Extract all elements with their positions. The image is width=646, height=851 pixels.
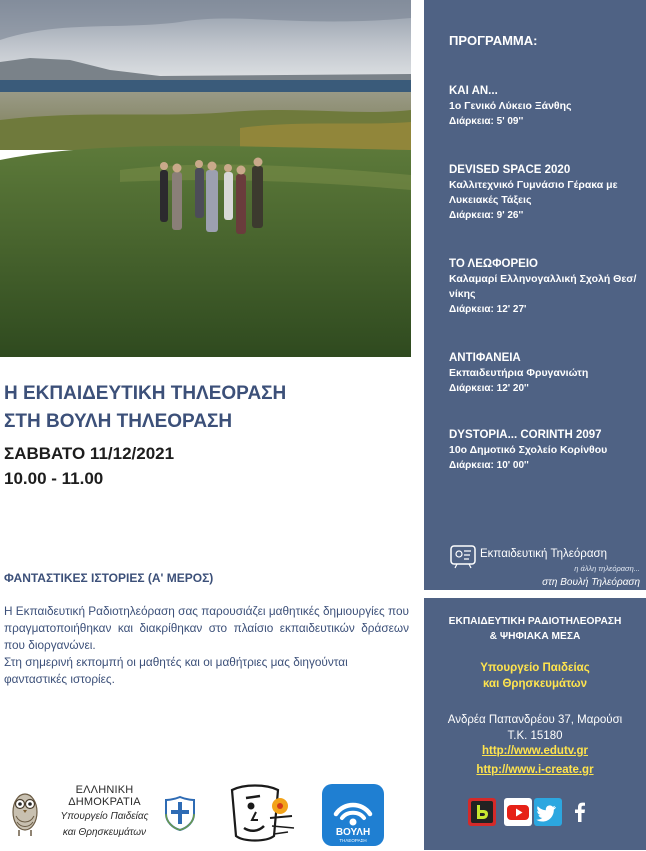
program-item-duration: Διάρκεια: 12' 20'': [449, 383, 529, 394]
program-item-duration: Διάρκεια: 5' 09'': [449, 116, 524, 127]
org-name: [424, 614, 646, 644]
program-item-duration: Διάρκεια: 10' 00'': [449, 460, 529, 471]
main-title: [4, 380, 286, 436]
ministry-line-1: Υπουργείο Παιδείας: [480, 662, 590, 674]
ministry-label-1: Υπουργείο Παιδείας: [60, 811, 149, 822]
icreate-link[interactable]: http://www.i-create.gr: [476, 764, 594, 776]
program-item-school: 10ο Δημοτικό Σχολείο Κορίνθου: [449, 444, 608, 456]
program-item-title: ΑΝΤΙΦΑΝΕΙΑ: [449, 352, 521, 364]
vouli-sub-label: ΤΗΛΕΟΡΑΣΗ: [339, 838, 367, 843]
address: [424, 712, 646, 744]
ministry-name: [424, 660, 646, 692]
contact-panel: [424, 598, 646, 850]
program-item: [449, 163, 644, 223]
program-item-duration: Διάρκεια: 12' 27': [449, 304, 527, 315]
program-item: [449, 257, 644, 317]
greek-republic-text: [42, 784, 167, 840]
edutv-link[interactable]: http://www.edutv.gr: [481, 745, 589, 757]
brand-sub: στη Βουλή Τηλεόραση: [542, 577, 640, 588]
description: [4, 603, 409, 688]
ministry-label-2: και Θρησκευμάτων: [62, 827, 147, 838]
address-line-1: Ανδρέα Παπανδρέου 37, Μαρούσι: [447, 714, 623, 726]
title-line-2: ΣΤΗ ΒΟΥΛΗ ΤΗΛΕΟΡΑΣΗ: [4, 411, 233, 432]
icreate-face-logo-icon: [226, 782, 302, 844]
address-line-2: Τ.Κ. 15180: [507, 730, 563, 742]
twitter-icon[interactable]: [534, 798, 562, 826]
program-item-school: 1ο Γενικό Λύκειο Ξάνθης: [449, 100, 572, 112]
program-item: [449, 428, 644, 473]
brand-tagline: η άλλη τηλεόραση...: [574, 564, 640, 573]
hero-photo: [0, 0, 411, 357]
landscape-photo-icon: [0, 0, 411, 357]
title-line-1: Η ΕΚΠΑΙΔΕΥΤΙΚΗ ΤΗΛΕΟΡΑΣΗ: [4, 383, 287, 404]
vouli-tv-logo-icon: [322, 784, 384, 846]
brand-name: Εκπαιδευτική Τηλεόραση: [480, 548, 607, 560]
bgtv-app-icon[interactable]: [468, 798, 496, 826]
program-item-duration: Διάρκεια: 9' 26'': [449, 210, 524, 221]
program-item: [449, 84, 644, 129]
program-item: [449, 351, 644, 396]
program-panel: [424, 0, 646, 590]
youtube-icon[interactable]: [504, 798, 532, 826]
program-item-school: Εκπαιδευτήρια Φρυγανιώτη: [449, 367, 589, 379]
program-item-title: DEVISED SPACE 2020: [449, 164, 571, 176]
facebook-icon[interactable]: [566, 798, 594, 826]
program-item-school: Καλαμαρί Ελληνογαλλική Σχολή Θεσ/νίκης: [449, 273, 637, 300]
partner-logos: [0, 780, 411, 850]
edutv-logo-icon: [450, 543, 476, 569]
broadcast-date: ΣΑΒΒΑΤΟ 11/12/2021: [4, 444, 175, 463]
program-heading: ΠΡΟΓΡΑΜΜΑ:: [449, 33, 538, 48]
section-heading: ΦΑΝΤΑΣΤΙΚΕΣ ΙΣΤΟΡΙΕΣ (Α' ΜΕΡΟΣ): [4, 571, 214, 585]
program-item-school: Καλλιτεχνικό Γυμνάσιο Γέρακα με Λυκειακές Τάξεις: [449, 179, 618, 206]
greek-republic-label: ΕΛΛΗΝΙΚΗ ΔΗΜΟΚΡΑΤΙΑ: [68, 784, 141, 808]
owl-coin-icon: [5, 780, 45, 840]
edutv-brand: [450, 543, 642, 587]
program-item-title: DYSTOPIA... CORINTH 2097: [449, 429, 602, 441]
description-paragraph-2: Στη σημερινή εκπομπή οι μαθητές και οι μαθήτριες μας διηγούνται φανταστικές ιστορίες.: [4, 655, 348, 686]
greek-coat-of-arms-icon: [163, 794, 197, 832]
program-item-title: ΚΑΙ ΑΝ...: [449, 85, 498, 97]
broadcast-time: 10.00 - 11.00: [4, 469, 104, 488]
ministry-line-2: και Θρησκευμάτων: [482, 678, 588, 690]
program-item-title: ΤΟ ΛΕΩΦΟΡΕΙΟ: [449, 258, 538, 270]
vouli-label: ΒΟΥΛΗ: [335, 827, 371, 838]
description-paragraph-1: Η Εκπαιδευτική Ραδιοτηλεόραση σας παρουσιάζει μαθητικές δημιουργίες που πραγματοποιήθηκαν και διακρίθηκαν στο πλαίσιο εκπαιδευτικών δράσεων που διοργανώνει.: [4, 604, 409, 652]
broadcast-date-time: [4, 441, 174, 491]
org-line-2: & ΨΗΦΙΑΚΑ ΜΕΣΑ: [489, 631, 581, 642]
org-line-1: ΕΚΠΑΙΔΕΥΤΙΚΗ ΡΑΔΙΟΤΗΛΕΟΡΑΣΗ: [448, 616, 622, 627]
vouli-tv-logo: [322, 784, 384, 846]
